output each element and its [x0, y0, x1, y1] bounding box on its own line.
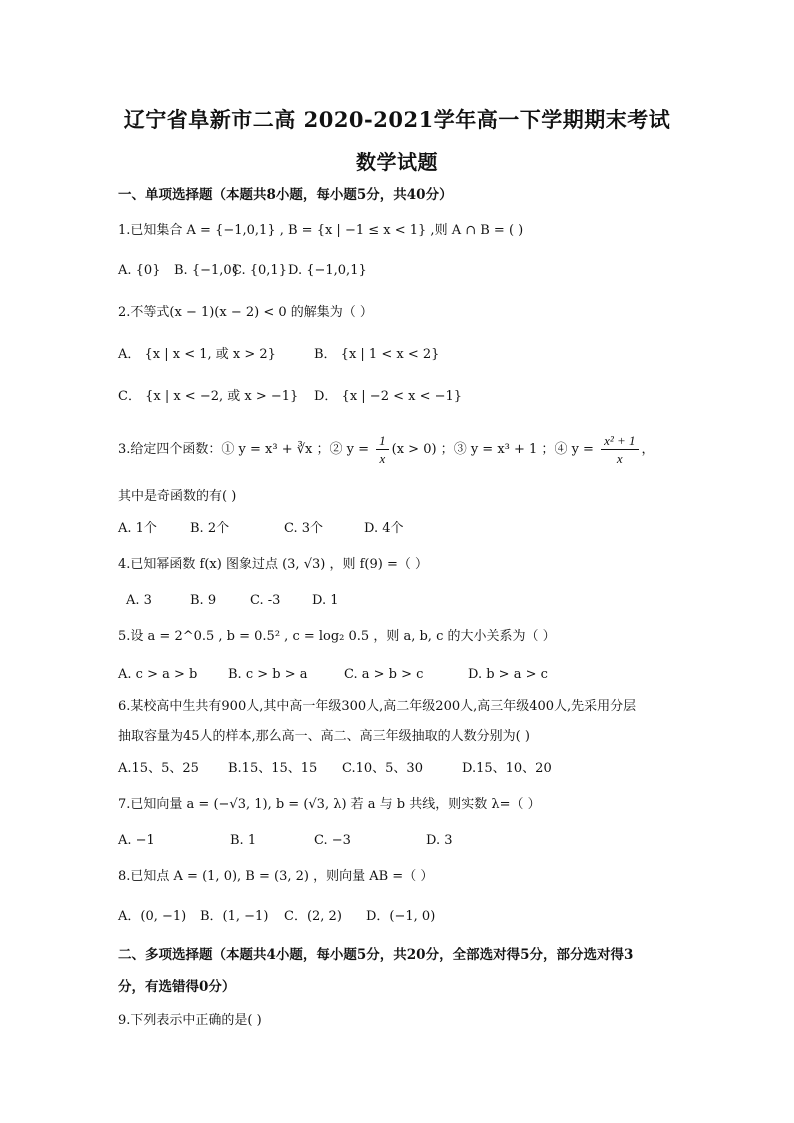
question-3-function-2-numerator: 1	[376, 432, 389, 450]
question-3-function-2-suffix: (x > 0) ；	[391, 442, 454, 457]
question-3-function-2-denominator: x	[379, 451, 386, 466]
question-6-stem-line-2: 抽取容量为45人的样本,那么高一、高二、高三年级抽取的人数分别为( )	[118, 729, 530, 744]
question-2-stem: 2.不等式(x − 1)(x − 2) < 0 的解集为（ ）	[118, 305, 373, 320]
question-1-option-b: B. {−1,0}	[174, 263, 240, 278]
question-3-tail: 其中是奇函数的有( )	[118, 489, 237, 504]
question-3-function-1: ① y = x³ + ∛x ；	[221, 442, 330, 457]
question-9-stem: 9.下列表示中正确的是( )	[118, 1013, 262, 1028]
question-2-option-d: D． {x | −2 < x < −1}	[314, 389, 463, 404]
question-3-options	[118, 520, 688, 538]
question-5-option-b: B. c > b > a	[228, 667, 308, 682]
question-1-options	[118, 262, 688, 280]
question-8-options	[118, 908, 688, 926]
question-4-option-d: D. 1	[312, 593, 339, 608]
question-1-option-d: D. {−1,0,1}	[288, 263, 367, 278]
question-6-option-d: D.15、10、20	[462, 761, 552, 776]
question-4-options	[126, 592, 696, 610]
question-3-function-4-fraction	[601, 432, 638, 467]
question-3-function-3: ③ y = x³ + 1 ；	[453, 442, 555, 457]
question-2-option-c: C． {x | x < −2, 或 x > −1}	[118, 389, 299, 404]
section-heading-single-choice: 一、单项选择题（本题共8小题，每小题5分，共40分）	[118, 187, 453, 203]
question-6-stem-line-1: 6.某校高中生共有900人,其中高一年级300人,高二年级200人,高三年级400人,先采用分层	[118, 699, 637, 714]
question-7-options	[118, 832, 688, 850]
question-1-stem: 1.已知集合 A = {−1,0,1} , B = {x | −1 ≤ x < 1} ,则 A ∩ B = ( )	[118, 223, 524, 238]
question-8-option-d: D．(−1, 0)	[366, 909, 436, 924]
question-7-stem: 7.已知向量 a = (−√3, 1), b = (√3, λ) 若 a 与 b 共线，则实数 λ=（ ）	[118, 797, 541, 812]
question-6-option-c: C.10、5、30	[342, 761, 423, 776]
question-5-options	[118, 666, 688, 684]
question-7-option-b: B. 1	[230, 833, 257, 848]
question-8-stem: 8.已知点 A = (1, 0), B = (3, 2) ，则向量 AB =（ ）	[118, 869, 434, 884]
question-6-option-b: B.15、15、15	[228, 761, 318, 776]
question-5-option-a: A. c > a > b	[118, 667, 198, 682]
question-4-option-c: C. -3	[250, 593, 281, 608]
question-4-option-b: B. 9	[190, 593, 217, 608]
question-5-stem: 5.设 a = 2^0.5 , b = 0.5² , c = log₂ 0.5 ，则 a, b, c 的大小关系为（ ）	[118, 629, 556, 644]
question-2-option-a: A． {x | x < 1, 或 x > 2}	[118, 347, 276, 362]
section-heading-multiple-choice-line-1: 二、多项选择题（本题共4小题，每小题5分，共20分，全部选对得5分，部分选对得3	[118, 947, 634, 963]
question-7-option-d: D. 3	[426, 833, 453, 848]
question-4-stem: 4.已知幂函数 f(x) 图象过点 (3, √3) ，则 f(9) =（ ）	[118, 557, 428, 572]
question-3-function-2-fraction	[376, 432, 389, 467]
question-1-option-a: A. {0}	[118, 263, 161, 278]
document-subtitle: 数学试题	[356, 150, 438, 174]
question-3-function-2-prefix: ② y =	[329, 442, 374, 457]
question-8-option-c: C．(2, 2)	[284, 909, 342, 924]
question-3-option-b: B. 2个	[190, 521, 230, 536]
question-3-function-4-prefix: ④ y =	[554, 442, 599, 457]
question-3-function-4-suffix: ，	[641, 442, 655, 457]
document-title: 辽宁省阜新市二高 2020-2021学年高一下学期期末考试	[123, 107, 671, 132]
question-7-option-c: C. −3	[314, 833, 351, 848]
question-2-options-row1	[118, 346, 688, 364]
question-7-option-a: A. −1	[118, 833, 155, 848]
question-3-function-4-denominator: x	[616, 451, 623, 466]
question-8-option-b: B．(1, −1)	[200, 909, 269, 924]
question-8-option-a: A．(0, −1)	[118, 909, 187, 924]
section-heading-multiple-choice-line-2: 分，有选错得0分）	[118, 979, 236, 995]
question-6-options	[118, 760, 688, 778]
question-1-option-c: C. {0,1}	[232, 263, 287, 278]
question-3-option-d: D. 4个	[364, 521, 404, 536]
question-3-lead: 3.给定四个函数：	[118, 442, 222, 457]
question-3-option-c: C. 3个	[284, 521, 324, 536]
question-3-option-a: A. 1个	[118, 521, 157, 536]
question-4-option-a: A. 3	[126, 593, 152, 608]
question-2-options-row2	[118, 388, 688, 406]
question-5-option-c: C. a > b > c	[344, 667, 424, 682]
question-6-option-a: A.15、5、25	[118, 761, 199, 776]
question-5-option-d: D. b > a > c	[468, 667, 548, 682]
question-3-function-4-numerator: x² + 1	[601, 432, 638, 450]
question-3-stem	[118, 430, 688, 470]
question-2-option-b: B． {x | 1 < x < 2}	[314, 347, 440, 362]
